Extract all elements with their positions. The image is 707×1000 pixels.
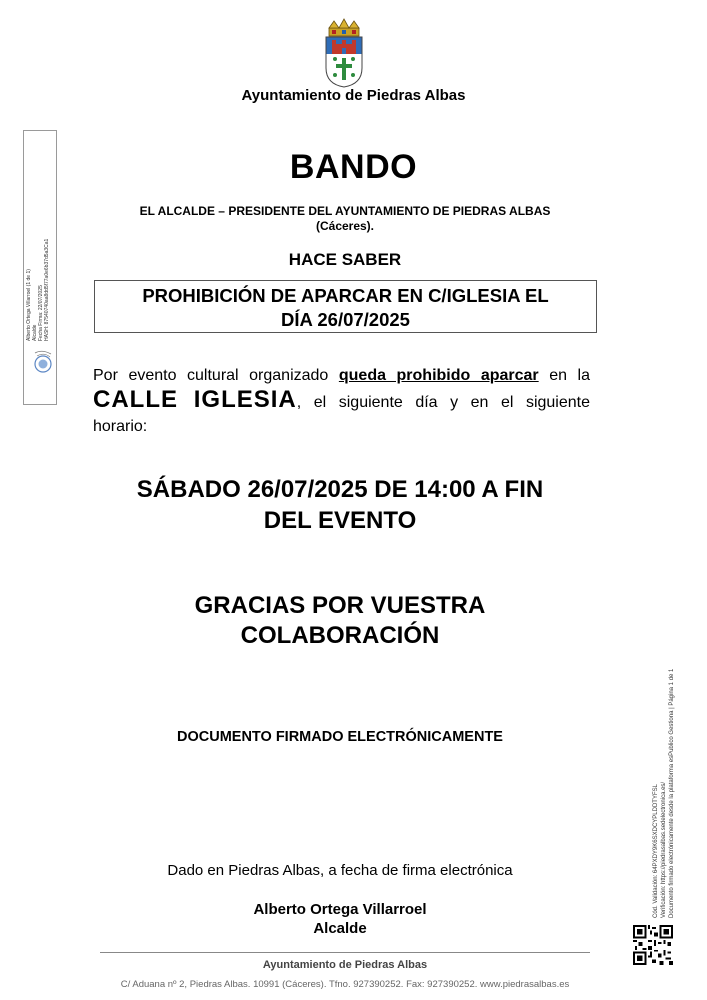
validation-line: Verificación: https://piedrasalbas.sedelectronica.es/ — [661, 781, 667, 918]
coat-of-arms-icon — [320, 18, 368, 88]
notice-line: DÍA 26/07/2025 — [281, 309, 410, 330]
document-subtitle: EL ALCALDE – PRESIDENTE DEL AYUNTAMIENTO DE PIEDRAS ALBAS — [139, 204, 551, 218]
signature-stamp-line: HASH: 87540740aa8dd5f77a0e6b37d5a3Ca1 — [44, 238, 50, 341]
hace-saber-heading: HACE SABER — [288, 250, 402, 269]
body-text: , el siguiente día y en el siguiente — [296, 394, 590, 411]
electronic-signature-notice: DOCUMENTO FIRMADO ELECTRÓNICAMENTE — [177, 729, 503, 745]
document-title: BANDO — [289, 148, 418, 186]
body-line — [93, 366, 590, 386]
issued-at-text: Dado en Piedras Albas, a fecha de firma electrónica — [167, 862, 513, 879]
body-line — [93, 386, 590, 417]
validation-line: Documento firmado electrónicamente desde la plataforma esPublico Gestiona | Página 1 de 1 — [669, 668, 675, 918]
validation-line: Cód. Validación: 64PXDY9K6SXDCYPLDDTYFSL — [653, 784, 659, 918]
event-datetime-line: DEL EVENTO — [263, 507, 417, 534]
thanks-line: GRACIAS POR VUESTRA — [194, 592, 486, 619]
notice-line: PROHIBICIÓN DE APARCAR EN C/IGLESIA EL — [142, 285, 549, 306]
thanks-message — [100, 591, 580, 651]
signature-stamp-line: Fecha Firma: 22/07/2025 — [38, 285, 44, 341]
qr-code-icon — [633, 925, 673, 965]
body-line: horario: — [93, 418, 148, 435]
body-paragraph — [93, 366, 590, 437]
event-datetime-line: SÁBADO 26/07/2025 DE 14:00 A FIN — [136, 476, 544, 503]
event-datetime — [100, 474, 580, 536]
footer-divider — [100, 952, 590, 953]
electronic-seal-icon — [32, 349, 54, 375]
body-text: en la — [538, 367, 591, 384]
notice-box — [94, 280, 597, 333]
document-subtitle-location: (Cáceres). — [315, 219, 375, 233]
signer-block — [100, 900, 580, 938]
body-text: Por evento cultural organizado — [93, 367, 339, 384]
thanks-line: COLABORACIÓN — [240, 622, 440, 649]
signer-role: Alcalde — [313, 920, 367, 937]
footer-organization-name: Ayuntamiento de Piedras Albas — [262, 959, 428, 971]
signature-stamp-line: Alcalde — [32, 324, 38, 341]
signature-stamp-line: Alberto Ortega Villarroel (1 de 1) — [26, 269, 32, 341]
header-organization-name: Ayuntamiento de Piedras Albas — [241, 87, 466, 104]
street-name: CALLE IGLESIA — [93, 386, 297, 413]
signer-name: Alberto Ortega Villarroel — [253, 901, 427, 918]
validation-strip — [652, 618, 676, 918]
body-emphasis: queda prohibido aparcar — [338, 367, 539, 384]
footer-address: C/ Aduana nº 2, Piedras Albas. 10991 (Cáceres). Tfno. 927390252. Fax: 927390252. www.piedrasalbas.es — [120, 979, 570, 990]
